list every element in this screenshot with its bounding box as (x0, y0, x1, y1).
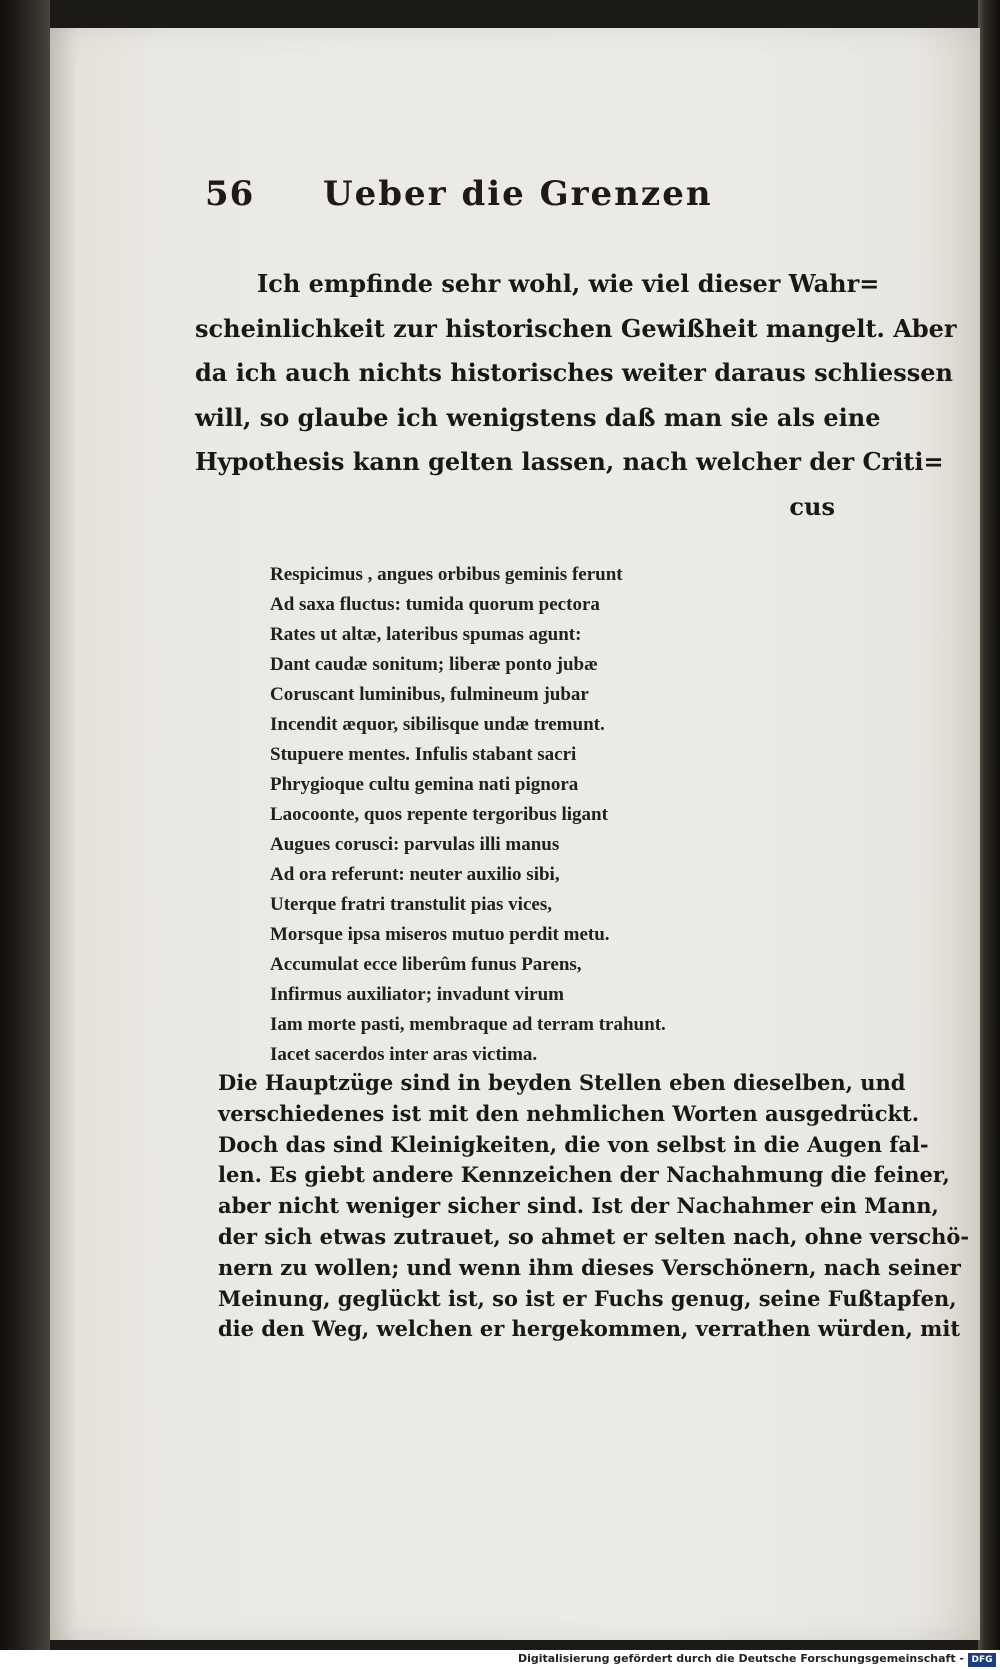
digitization-footer (0, 1650, 1000, 1670)
text-line: aber nicht weniger sicher sind. Ist der Nachahmer ein Mann, (218, 1193, 939, 1219)
text-line: Doch das sind Kleinigkeiten, die von selbst in die Augen fal- (218, 1131, 929, 1157)
text-line: will, so glaube ich wenigstens daß man sie als eine (195, 402, 881, 432)
verse-line: Ad saxa fluctus: tumida quorum pectora (270, 594, 600, 615)
verse-line: Iam morte pasti, membraque ad terram trahunt. (270, 1014, 666, 1035)
verse-line: Accumulat ecce liberûm funus Parens, (270, 954, 582, 975)
verse-line: Phrygioque cultu gemina nati pignora (270, 774, 579, 795)
verse-line: Ad ora referunt: neuter auxilio sibi, (270, 864, 560, 885)
verse-line: Infirmus auxiliator; invadunt virum (270, 984, 565, 1005)
verse-line: Incendit æquor, sibilisque undæ tremunt. (270, 714, 605, 735)
verse-line: Stupuere mentes. Infulis stabant sacri (270, 744, 577, 765)
text-line: scheinlichkeit zur historischen Gewißheit mangelt. Aber (195, 313, 957, 343)
text-line: Meinung, geglückt ist, so ist er Fuchs genug, seine Fußtapfen, (218, 1285, 957, 1311)
page-header (205, 174, 815, 234)
verse-line: Respicimus , angues orbibus geminis ferunt (270, 564, 623, 585)
verse-line: Rates ut altæ, lateribus spumas agunt: (270, 624, 582, 645)
text-line: nern zu wollen; und wenn ihm dieses Verschönern, nach seiner (218, 1254, 961, 1280)
verse-line: Morsque ipsa miseros mutuo perdit metu. (270, 924, 610, 945)
verse-line: Uterque fratri transtulit pias vices, (270, 894, 552, 915)
running-head: Ueber die Grenzen (323, 174, 713, 214)
book-page (50, 28, 980, 1640)
verse-line: Augues corusci: parvulas illi manus (270, 834, 560, 855)
page-number: 56 (205, 174, 255, 214)
verse-line: Dant caudæ sonitum; liberæ ponto jubæ (270, 654, 598, 675)
text-line: da ich auch nichts historisches weiter daraus schliessen (195, 358, 953, 387)
catchword: cus (789, 491, 835, 521)
paragraph-top (195, 262, 957, 529)
text-line: Ich empfinde sehr wohl, wie viel dieser Wahr= (257, 269, 880, 298)
text-line: die den Weg, welchen er hergekommen, verrathen würden, mit (218, 1316, 961, 1342)
text-line: verschiedenes ist mit den nehmlichen Worten ausgedrückt. (218, 1100, 920, 1126)
text-line: Die Hauptzüge sind in beyden Stellen eben dieselben, und (218, 1070, 906, 1095)
text-line: der sich etwas zutrauet, so ahmet er selten nach, ohne verschö- (218, 1223, 970, 1249)
verse-line: Coruscant luminibus, fulmineum jubar (270, 684, 589, 705)
dfg-logo: DFG (968, 1653, 996, 1667)
paragraph-bottom (218, 1068, 970, 1345)
latin-quotation (270, 560, 750, 1070)
text-line: Hypothesis kann gelten lassen, nach welcher der Criti= (195, 447, 944, 476)
book-binding-left (0, 0, 50, 1650)
book-edge-right (978, 0, 1000, 1650)
verse-line: Iacet sacerdos inter aras victima. (270, 1044, 538, 1065)
text-line: len. Es giebt andere Kennzeichen der Nachahmung die feiner, (218, 1162, 950, 1188)
verse-line: Laocoonte, quos repente tergoribus ligant (270, 804, 608, 825)
funding-credit: Digitalisierung gefördert durch die Deutsche Forschungsgemeinschaft - (517, 1652, 964, 1665)
